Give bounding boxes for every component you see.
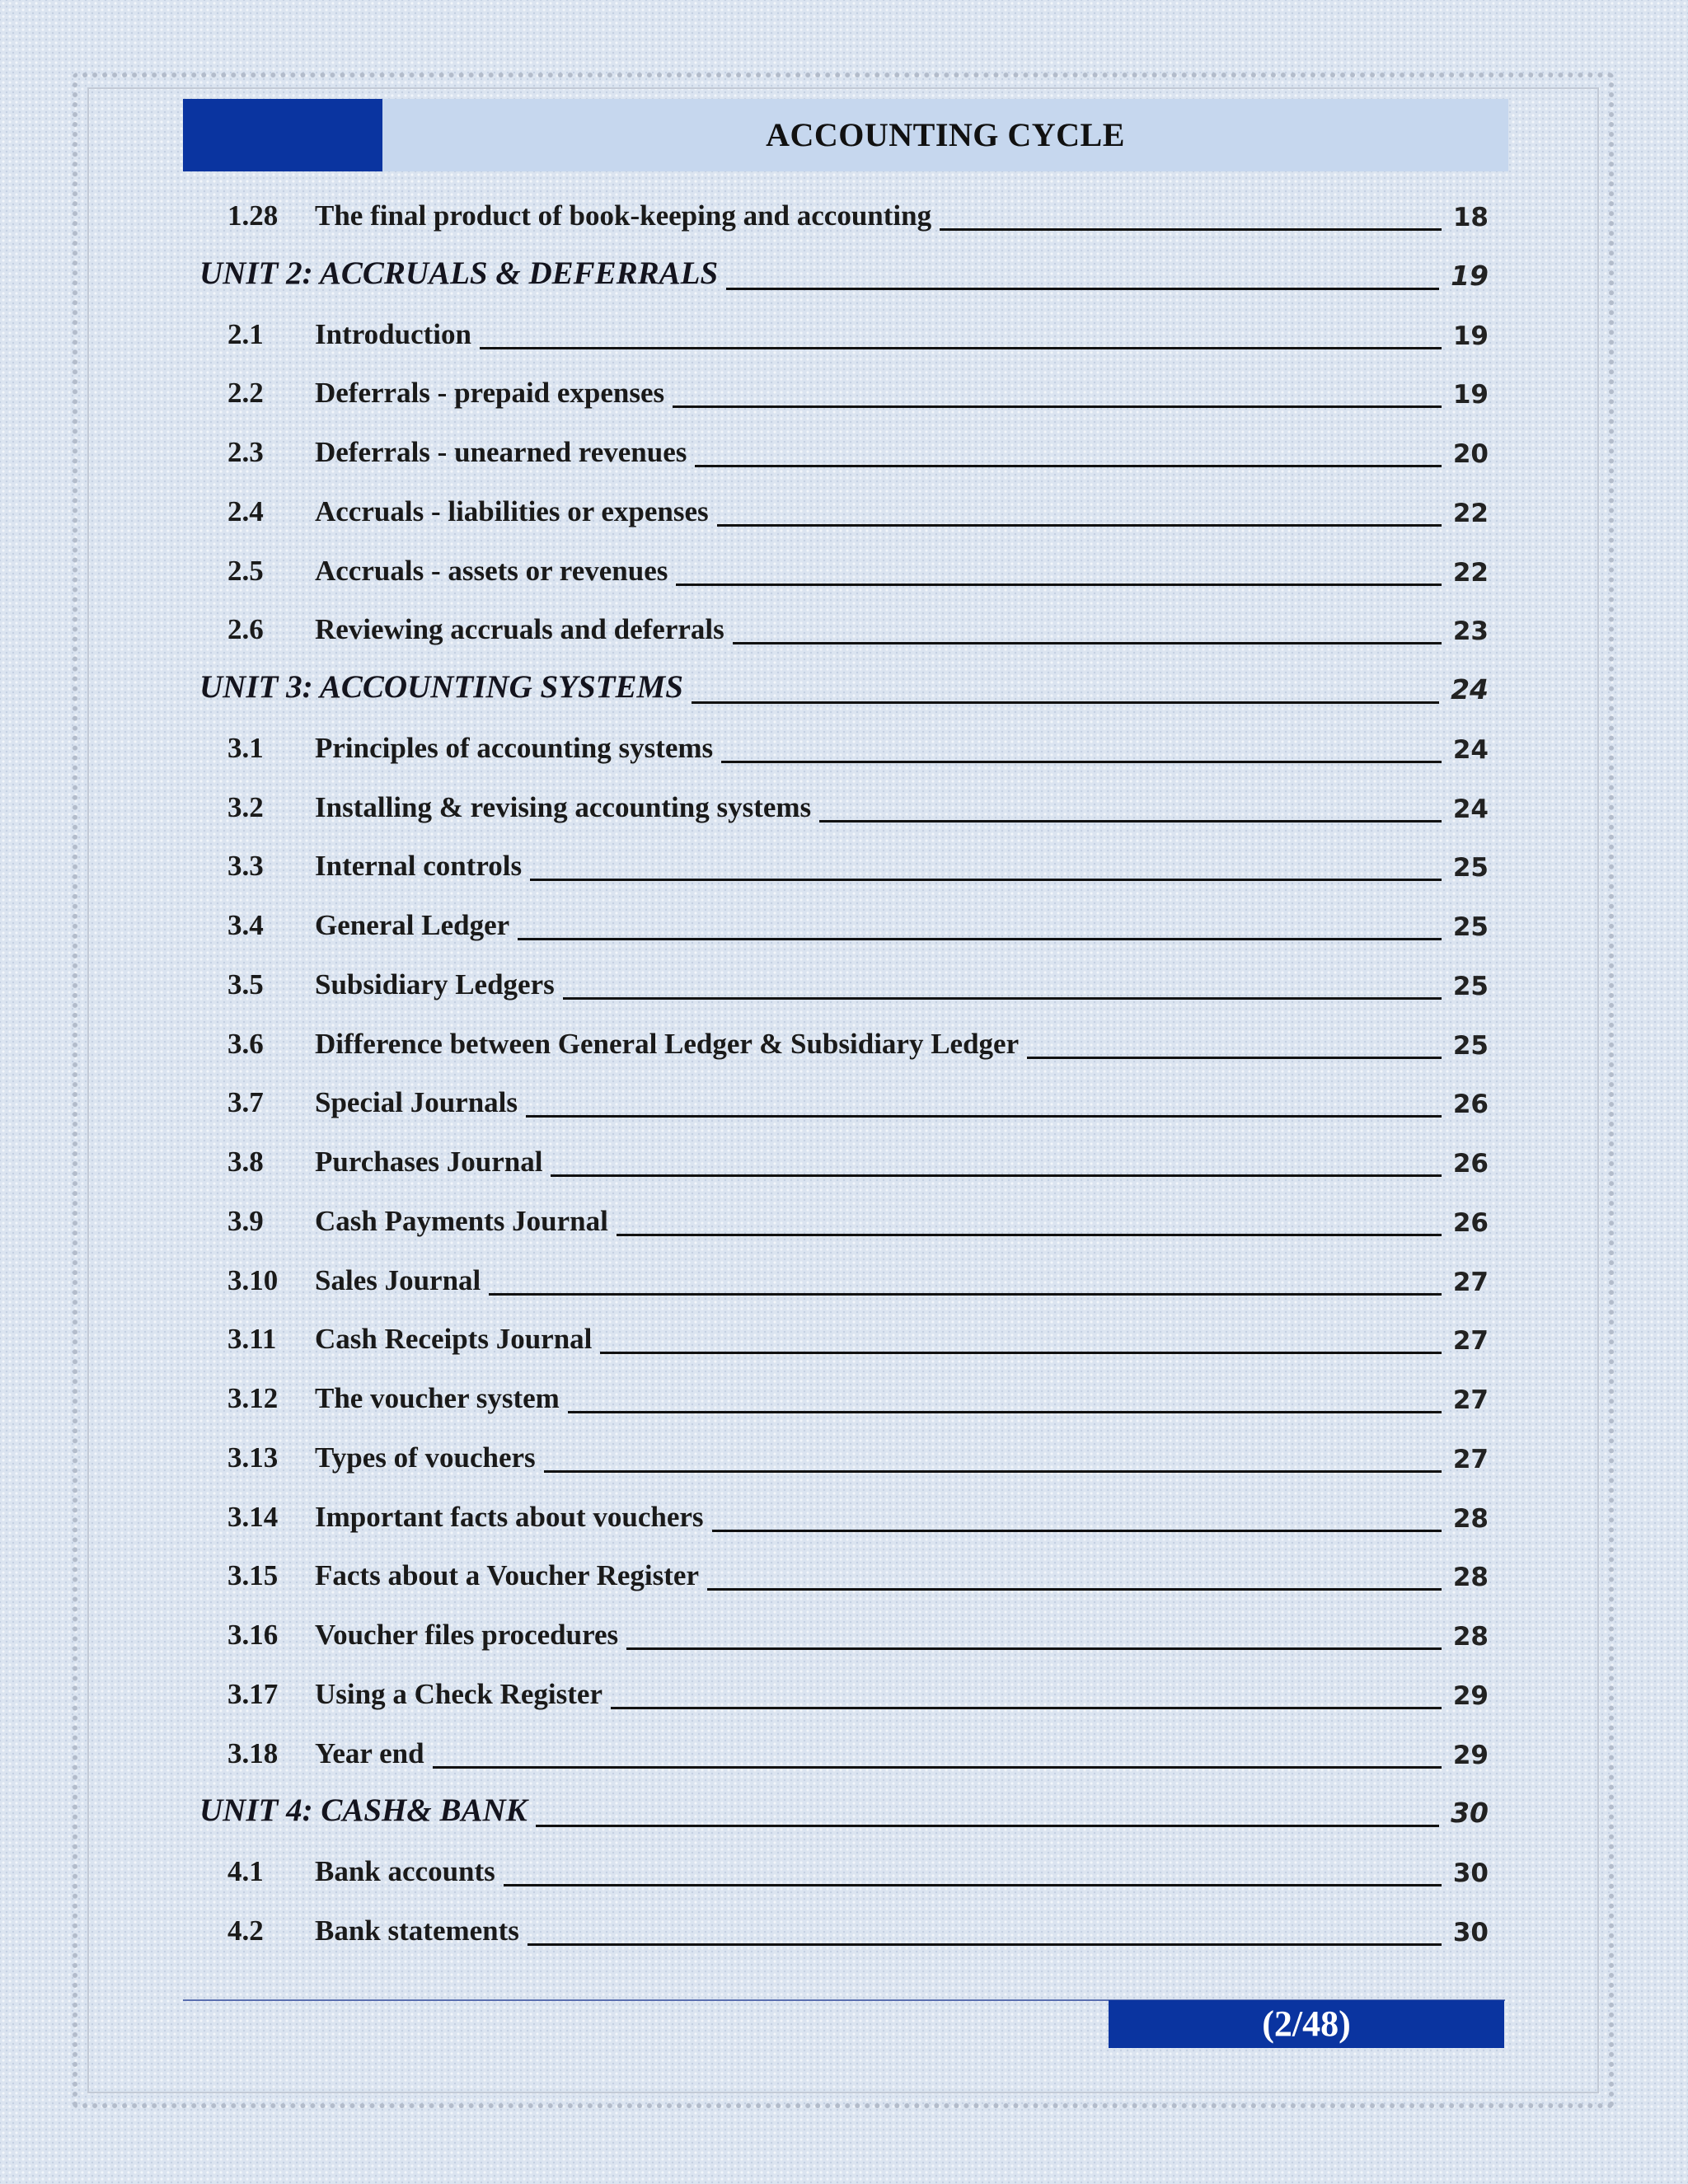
toc-page-number: 28 (1452, 1503, 1489, 1534)
toc-entry[interactable] (0, 313, 1688, 356)
toc-entry-number: 3.8 (227, 1146, 264, 1178)
toc-entry-number: 1.28 (227, 199, 279, 232)
toc-entry-number: 3.2 (227, 790, 264, 823)
toc-leader-line (707, 1588, 1442, 1591)
toc-leader-line (526, 1115, 1442, 1118)
toc-entry-number: 3.7 (227, 1086, 264, 1119)
toc-entry[interactable] (0, 1081, 1688, 1124)
toc-page-number: 27 (1452, 1267, 1489, 1297)
toc-page-number: 20 (1452, 439, 1489, 469)
toc-entry[interactable] (0, 372, 1688, 415)
toc-entry-title: Important facts about vouchers (315, 1500, 704, 1533)
toc-entry-number: 3.4 (227, 909, 264, 941)
toc-entry-number: 3.5 (227, 968, 264, 1001)
toc-entry-title: General Ledger (315, 909, 510, 941)
toc-entry-number: 3.11 (227, 1323, 277, 1356)
toc-leader-line (551, 1174, 1442, 1177)
toc-entry-number: 2.5 (227, 554, 264, 587)
toc-entry-title: Cash Payments Journal (315, 1204, 608, 1237)
toc-entry-title: Installing & revising accounting systems (315, 790, 812, 823)
toc-leader-line (530, 879, 1442, 881)
toc-entry[interactable] (0, 1910, 1688, 1952)
toc-entry-title: Accruals - assets or revenues (315, 554, 668, 587)
toc-entry[interactable] (0, 904, 1688, 947)
toc-leader-line (1027, 1057, 1442, 1059)
toc-page-number: 22 (1452, 498, 1489, 528)
toc-leader-line (726, 288, 1439, 290)
toc-entry-number: 3.3 (227, 850, 264, 883)
toc-entry-title: Voucher files procedures (315, 1619, 619, 1651)
header-accent-block (183, 99, 382, 171)
page-header (183, 99, 1508, 171)
toc-page-number: 22 (1452, 557, 1489, 588)
toc-leader-line (721, 761, 1442, 763)
toc-entry-title: Internal controls (315, 850, 523, 883)
toc-leader-line (717, 524, 1442, 527)
toc-entry[interactable] (0, 1259, 1688, 1302)
toc-entry[interactable] (0, 1673, 1688, 1716)
toc-entry-number: 3.1 (227, 731, 264, 764)
toc-page-number: 24 (1452, 794, 1489, 824)
toc-entry[interactable] (0, 1318, 1688, 1361)
toc-unit-title: UNIT 2: ACCRUALS & DEFERRALS (199, 255, 719, 291)
toc-entry[interactable] (0, 1141, 1688, 1183)
toc-leader-line (733, 642, 1442, 644)
toc-page-number: 30 (1451, 1797, 1489, 1830)
toc-leader-line (568, 1411, 1442, 1413)
toc-entry-number: 4.1 (227, 1855, 264, 1887)
toc-entry-number: 2.3 (227, 436, 264, 468)
toc-entry-title: Using a Check Register (315, 1677, 603, 1710)
toc-entry[interactable] (0, 1554, 1688, 1597)
toc-entry-number: 3.17 (227, 1677, 279, 1710)
toc-entry[interactable] (0, 194, 1688, 237)
toc-unit-title: UNIT 4: CASH& BANK (199, 1793, 528, 1829)
toc-entry-number: 3.14 (227, 1500, 279, 1533)
toc-leader-line (480, 347, 1442, 349)
toc-page-number: 29 (1452, 1680, 1489, 1711)
toc-entry-number: 2.4 (227, 494, 264, 527)
toc-leader-line (617, 1234, 1442, 1236)
toc-entry[interactable] (0, 550, 1688, 593)
toc-page-number: 25 (1452, 912, 1489, 942)
toc-entry[interactable] (0, 1850, 1688, 1893)
toc-entry-number: 3.15 (227, 1559, 279, 1592)
toc-entry[interactable] (0, 1496, 1688, 1539)
toc-page-number: 25 (1452, 853, 1489, 883)
toc-page-number: 29 (1452, 1740, 1489, 1770)
toc-entry-title: Facts about a Voucher Register (315, 1559, 699, 1592)
toc-page-number: 27 (1452, 1326, 1489, 1357)
toc-entry[interactable] (0, 1614, 1688, 1657)
toc-entry[interactable] (0, 1023, 1688, 1066)
toc-entry-number: 2.1 (227, 317, 264, 350)
toc-leader-line (600, 1352, 1442, 1354)
toc-page-number: 19 (1451, 259, 1489, 292)
toc-entry-title: Purchases Journal (315, 1146, 543, 1178)
toc-leader-line (626, 1647, 1442, 1650)
page-number-badge: (2/48) (1109, 2000, 1504, 2048)
toc-unit-title: UNIT 3: ACCOUNTING SYSTEMS (199, 669, 683, 705)
toc-entry-title: Cash Receipts Journal (315, 1323, 593, 1356)
toc-entry-title: Deferrals - unearned revenues (315, 436, 687, 468)
toc-leader-line (536, 1825, 1439, 1827)
toc-entry-number: 3.13 (227, 1441, 279, 1474)
toc-entry[interactable] (0, 431, 1688, 474)
toc-leader-line (528, 1943, 1442, 1946)
toc-leader-line (489, 1293, 1442, 1296)
toc-entry[interactable] (0, 727, 1688, 770)
toc-entry[interactable] (0, 1436, 1688, 1479)
toc-entry-number: 3.6 (227, 1027, 264, 1060)
toc-leader-line (433, 1766, 1442, 1769)
toc-leader-line (819, 820, 1442, 823)
toc-entry-title: Sales Journal (315, 1263, 481, 1296)
toc-entry-title: The voucher system (315, 1382, 560, 1414)
toc-page-number: 26 (1452, 1207, 1489, 1238)
toc-entry[interactable] (0, 786, 1688, 829)
toc-page-number: 25 (1452, 971, 1489, 1001)
toc-entry-title: Difference between General Ledger & Subsidiary Ledger (315, 1027, 1020, 1060)
toc-entry-title: Deferrals - prepaid expenses (315, 377, 665, 410)
toc-entry-number: 4.2 (227, 1914, 264, 1947)
toc-entry[interactable] (0, 608, 1688, 651)
toc-page-number: 25 (1452, 1030, 1489, 1061)
toc-entry-title: Bank accounts (315, 1855, 495, 1887)
toc-entry-title: The final product of book-keeping and accounting (315, 199, 932, 232)
toc-entry-title: Reviewing accruals and deferrals (315, 613, 724, 646)
toc-page-number: 27 (1452, 1385, 1489, 1415)
toc-entry-title: Subsidiary Ledgers (315, 968, 555, 1001)
toc-unit-heading[interactable] (0, 1791, 1688, 1834)
toc-page-number: 30 (1452, 1858, 1489, 1888)
toc-entry-number: 3.9 (227, 1204, 264, 1237)
toc-page-number: 30 (1452, 1917, 1489, 1947)
toc-entry-number: 3.18 (227, 1736, 279, 1769)
toc-leader-line (676, 583, 1442, 586)
toc-entry-title: Special Journals (315, 1086, 518, 1119)
toc-page-number: 19 (1452, 321, 1489, 351)
toc-entry[interactable] (0, 1377, 1688, 1420)
toc-page-number: 27 (1452, 1444, 1489, 1474)
toc-leader-line (518, 938, 1442, 940)
toc-page-number: 28 (1452, 1563, 1489, 1593)
toc-page-number: 24 (1451, 673, 1489, 705)
toc-entry-title: Bank statements (315, 1914, 519, 1947)
toc-leader-line (504, 1884, 1442, 1886)
toc-page-number: 26 (1452, 1149, 1489, 1179)
toc-entry[interactable] (0, 1200, 1688, 1243)
toc-entry-title: Accruals - liabilities or expenses (315, 494, 709, 527)
toc-leader-line (544, 1470, 1442, 1473)
toc-entry-number: 2.6 (227, 613, 264, 646)
toc-page-number: 28 (1452, 1622, 1489, 1652)
toc-entry-title: Principles of accounting systems (315, 731, 714, 764)
toc-entry-number: 2.2 (227, 377, 264, 410)
toc-leader-line (673, 405, 1442, 408)
toc-leader-line (695, 465, 1442, 467)
toc-page-number: 19 (1452, 380, 1489, 410)
toc-entry-number: 3.12 (227, 1382, 279, 1414)
toc-entry[interactable] (0, 1732, 1688, 1775)
toc-unit-heading[interactable] (0, 668, 1688, 710)
toc-entry-number: 3.16 (227, 1619, 279, 1651)
toc-page-number: 24 (1452, 734, 1489, 765)
toc-page-number: 18 (1452, 203, 1489, 232)
toc-unit-heading[interactable] (0, 254, 1688, 297)
toc-entry-title: Introduction (315, 317, 471, 350)
toc-page-number: 26 (1452, 1090, 1489, 1120)
toc-leader-line (940, 228, 1442, 231)
toc-entry-number: 3.10 (227, 1263, 279, 1296)
toc-leader-line (692, 701, 1439, 704)
toc-leader-line (563, 997, 1442, 1000)
toc-entry-title: Types of vouchers (315, 1441, 536, 1474)
toc-page-number: 23 (1452, 616, 1489, 647)
toc-entry-title: Year end (315, 1736, 424, 1769)
toc-entry[interactable] (0, 963, 1688, 1006)
toc-entry[interactable] (0, 845, 1688, 888)
toc-entry[interactable] (0, 490, 1688, 533)
toc-leader-line (611, 1707, 1442, 1709)
toc-leader-line (712, 1530, 1442, 1532)
page-title: ACCOUNTING CYCLE (766, 116, 1125, 153)
